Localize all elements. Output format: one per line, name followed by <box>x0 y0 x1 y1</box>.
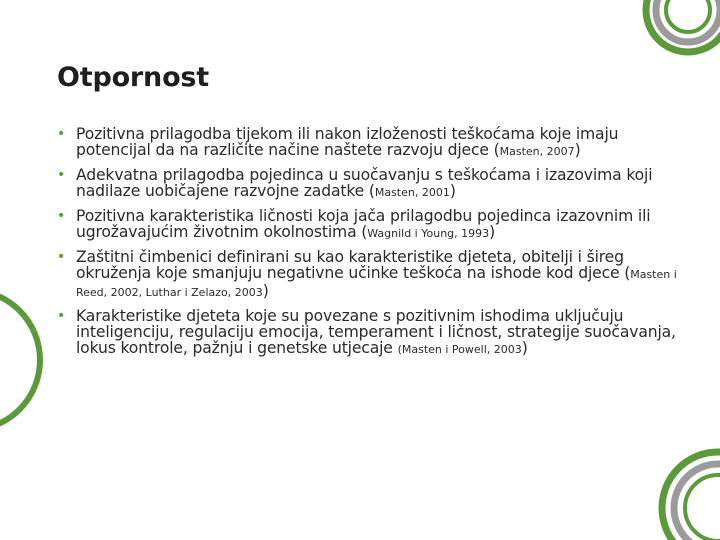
bullet-close: ) <box>521 339 528 357</box>
bullet-icon: • <box>57 308 66 324</box>
bullet-item <box>57 126 677 160</box>
bullet-text: Zaštitni čimbenici definirani su kao karakteristike djeteta, obitelji i šireg okruženja koje smanjuju negativne učinke teškoća na ishode kod djece ( <box>76 248 631 282</box>
bullet-close: ) <box>574 141 581 159</box>
bullet-item <box>57 208 677 242</box>
slide-title: Otpornost <box>57 62 209 93</box>
bullet-close: ) <box>449 182 456 200</box>
bullet-item <box>57 308 677 358</box>
bullet-citation: Masten i Reed, 2002, Luthar i Zelazo, 2003 <box>76 268 677 299</box>
bullet-text: Pozitivna karakteristika ličnosti koja jača prilagodbu pojedinca izazovnim ili ugrožavajućim životnim okolnostima ( <box>76 207 651 241</box>
bullet-citation: (Masten i Powell, 2003 <box>397 343 522 356</box>
bullet-icon: • <box>57 208 66 224</box>
ring-bottom-right-inner-green <box>685 475 720 540</box>
ring-top-right-inner-green <box>666 0 710 32</box>
bullet-citation: Masten, 2007 <box>499 145 575 158</box>
bullet-icon: • <box>57 249 66 265</box>
bullet-text: Pozitivna prilagodba tijekom ili nakon izloženosti teškoćama koje imaju potencijal da na različite načine naštete razvoju djece ( <box>76 125 619 159</box>
bullet-icon: • <box>57 167 66 183</box>
bullet-text: Karakteristike djeteta koje su povezane s pozitivnim ishodima uključuju inteligenciju, regulaciju emocija, temperament i ličnost, strategije suočavanja, lokus kontrole, pažnju i genetske utjecaje <box>76 307 676 357</box>
bullet-citation: Masten, 2001 <box>374 186 450 199</box>
ring-left-middle-green <box>0 290 40 430</box>
bullet-close: ) <box>489 223 496 241</box>
bullet-citation: Wagnild i Young, 1993 <box>367 227 490 240</box>
bullet-text: Adekvatna prilagodba pojedinca u suočavanju s teškoćama i izazovima koji nadilaze uobičajene razvojne zadatke ( <box>76 166 653 200</box>
bullet-item <box>57 167 677 201</box>
bullet-icon: • <box>57 126 66 142</box>
bullet-list <box>57 126 677 365</box>
bullet-close: ) <box>262 282 269 300</box>
bullet-item <box>57 249 677 301</box>
